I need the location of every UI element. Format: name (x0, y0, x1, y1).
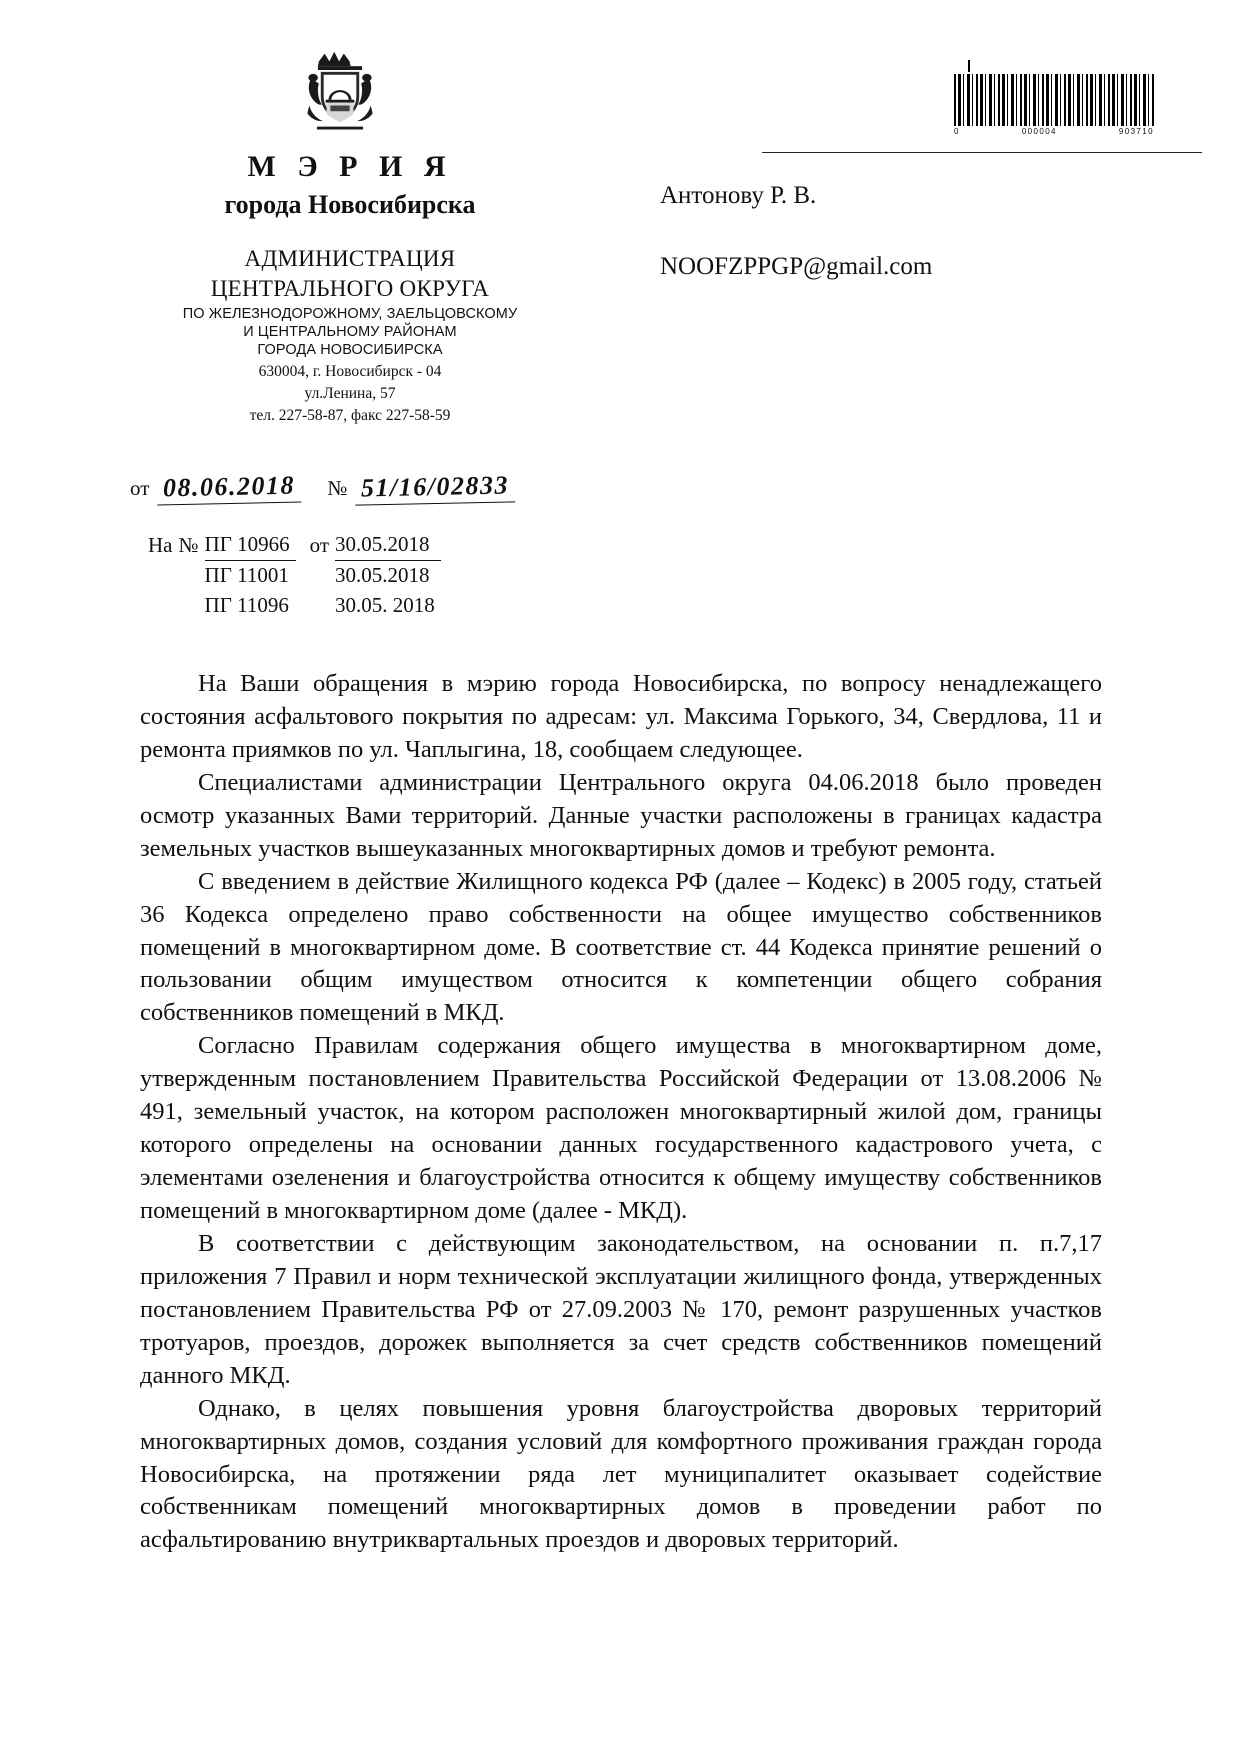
barcode-icon (954, 60, 1154, 136)
recipient-block (660, 182, 932, 280)
street-address: ул.Ленина, 57 (304, 384, 396, 402)
letterhead-header (0, 0, 1240, 470)
letter-body (140, 668, 1102, 1557)
incoming-row (148, 530, 441, 560)
incoming-number-symbol: № (178, 532, 199, 557)
incoming-number-3: ПГ 11096 (204, 592, 289, 617)
registration-from-label: от (130, 476, 150, 500)
postal-address: 630004, г. Новосибирск - 04 (258, 362, 442, 380)
body-paragraph: С введением в действие Жилищного кодекса РФ (далее – Кодекс) в 2005 году, статьей 36 Кодекса определено право собственности на общее имущество собственников помещений в многоквартирном доме. В соответствие ст. 44 Кодекса принятие решений о пользовании общим имуществом относится к компетенции общего собрания собственников помещений в МКД. (140, 867, 1102, 1027)
incoming-number-1: ПГ 10966 (205, 530, 296, 560)
administration-line-1: АДМИНИСТРАЦИЯ (244, 246, 456, 271)
districts-line-3: ГОРОДА НОВОСИБИРСКА (257, 341, 443, 358)
barcode-code-right: 903710 (1118, 127, 1154, 136)
registration-number-label: № (327, 476, 348, 500)
districts-line-2: И ЦЕНТРАЛЬНОМУ РАЙОНАМ (243, 324, 457, 341)
registration-number-value: 51/16/02833 (355, 470, 516, 505)
incoming-date-label: от (309, 532, 330, 557)
incoming-number-2: ПГ 11001 (204, 562, 289, 587)
organization-city: города Новосибирска (224, 190, 476, 219)
novosibirsk-coat-of-arms-icon (292, 46, 388, 142)
districts-line-1: ПО ЖЕЛЕЗНОДОРОЖНОМУ, ЗАЕЛЬЦОВСКОМУ (182, 306, 518, 323)
incoming-references (148, 530, 441, 620)
recipient-name: Антонову Р. В. (660, 182, 817, 209)
registration-line (130, 472, 515, 504)
incoming-date-3: 30.05. 2018 (335, 592, 435, 617)
incoming-prefix: На (148, 532, 173, 557)
body-paragraph: Специалистами администрации Центрального округа 04.06.2018 было проведен осмотр указанных Вами территорий. Данные участки расположены в границах кадастра земельных участков вышеуказанных многоквартирных домов и требуют ремонта. (140, 768, 1102, 862)
incoming-row (148, 591, 441, 621)
body-paragraph: На Ваши обращения в мэрию города Новосибирска, по вопросу ненадлежащего состояния асфальтового покрытия по адресам: ул. Максима Горького, 34, Свердлова, 11 и ремонта приямков по ул. Чаплыгина, 18, сообщаем следующее. (140, 670, 1102, 763)
incoming-row (148, 560, 441, 590)
barcode-left-digit: 0 (954, 127, 960, 136)
incoming-date-1: 30.05.2018 (335, 530, 441, 560)
incoming-date-2: 30.05.2018 (335, 562, 430, 587)
body-paragraph: В соответствии с действующим законодательством, на основании п. п.7,17 приложения 7 Правил и норм технической эксплуатации жилищного фонда, утвержденных постановлением Правительства РФ от 27.09.2003 № 170, ремонт разрушенных участков тротуаров, проездов, дорожек выполняется за счет средств собственников помещений данного МКД. (140, 1229, 1102, 1389)
phone-fax: тел. 227-58-87, факс 227-58-59 (249, 406, 451, 424)
registration-date-value: 08.06.2018 (157, 470, 302, 505)
body-paragraph: Согласно Правилам содержания общего имущества в многоквартирном доме, утвержденным постановлением Правительства Российской Федерации от 13.08.2006 № 491, земельный участок, на котором расположен многоквартирный жилой дом, границы которого определены на основании данных государственного кадастрового учета, с элементами озеленения и благоустройства относится к общему имуществу собственников помещений в многоквартирном доме (далее - МКД). (140, 1032, 1102, 1224)
organization-title: М Э Р И Я (247, 150, 453, 183)
administration-line-2: ЦЕНТРАЛЬНОГО ОКРУГА (210, 276, 490, 302)
letterhead-block (120, 150, 580, 426)
body-paragraph: Однако, в целях повышения уровня благоустройства дворовых территорий многоквартирных домов, создания условий для комфортного проживания граждан города Новосибирска, на протяжении ряда лет муниципалитет оказывает содействие собственникам помещений многоквартирных домов в проведении работ по асфальтированию внутриквартальных проездов и дворовых территорий. (140, 1394, 1102, 1554)
barcode-code-left: 000004 (1021, 127, 1057, 136)
address-rule (762, 152, 1202, 153)
recipient-email: NOOFZPPGP@gmail.com (660, 252, 933, 280)
